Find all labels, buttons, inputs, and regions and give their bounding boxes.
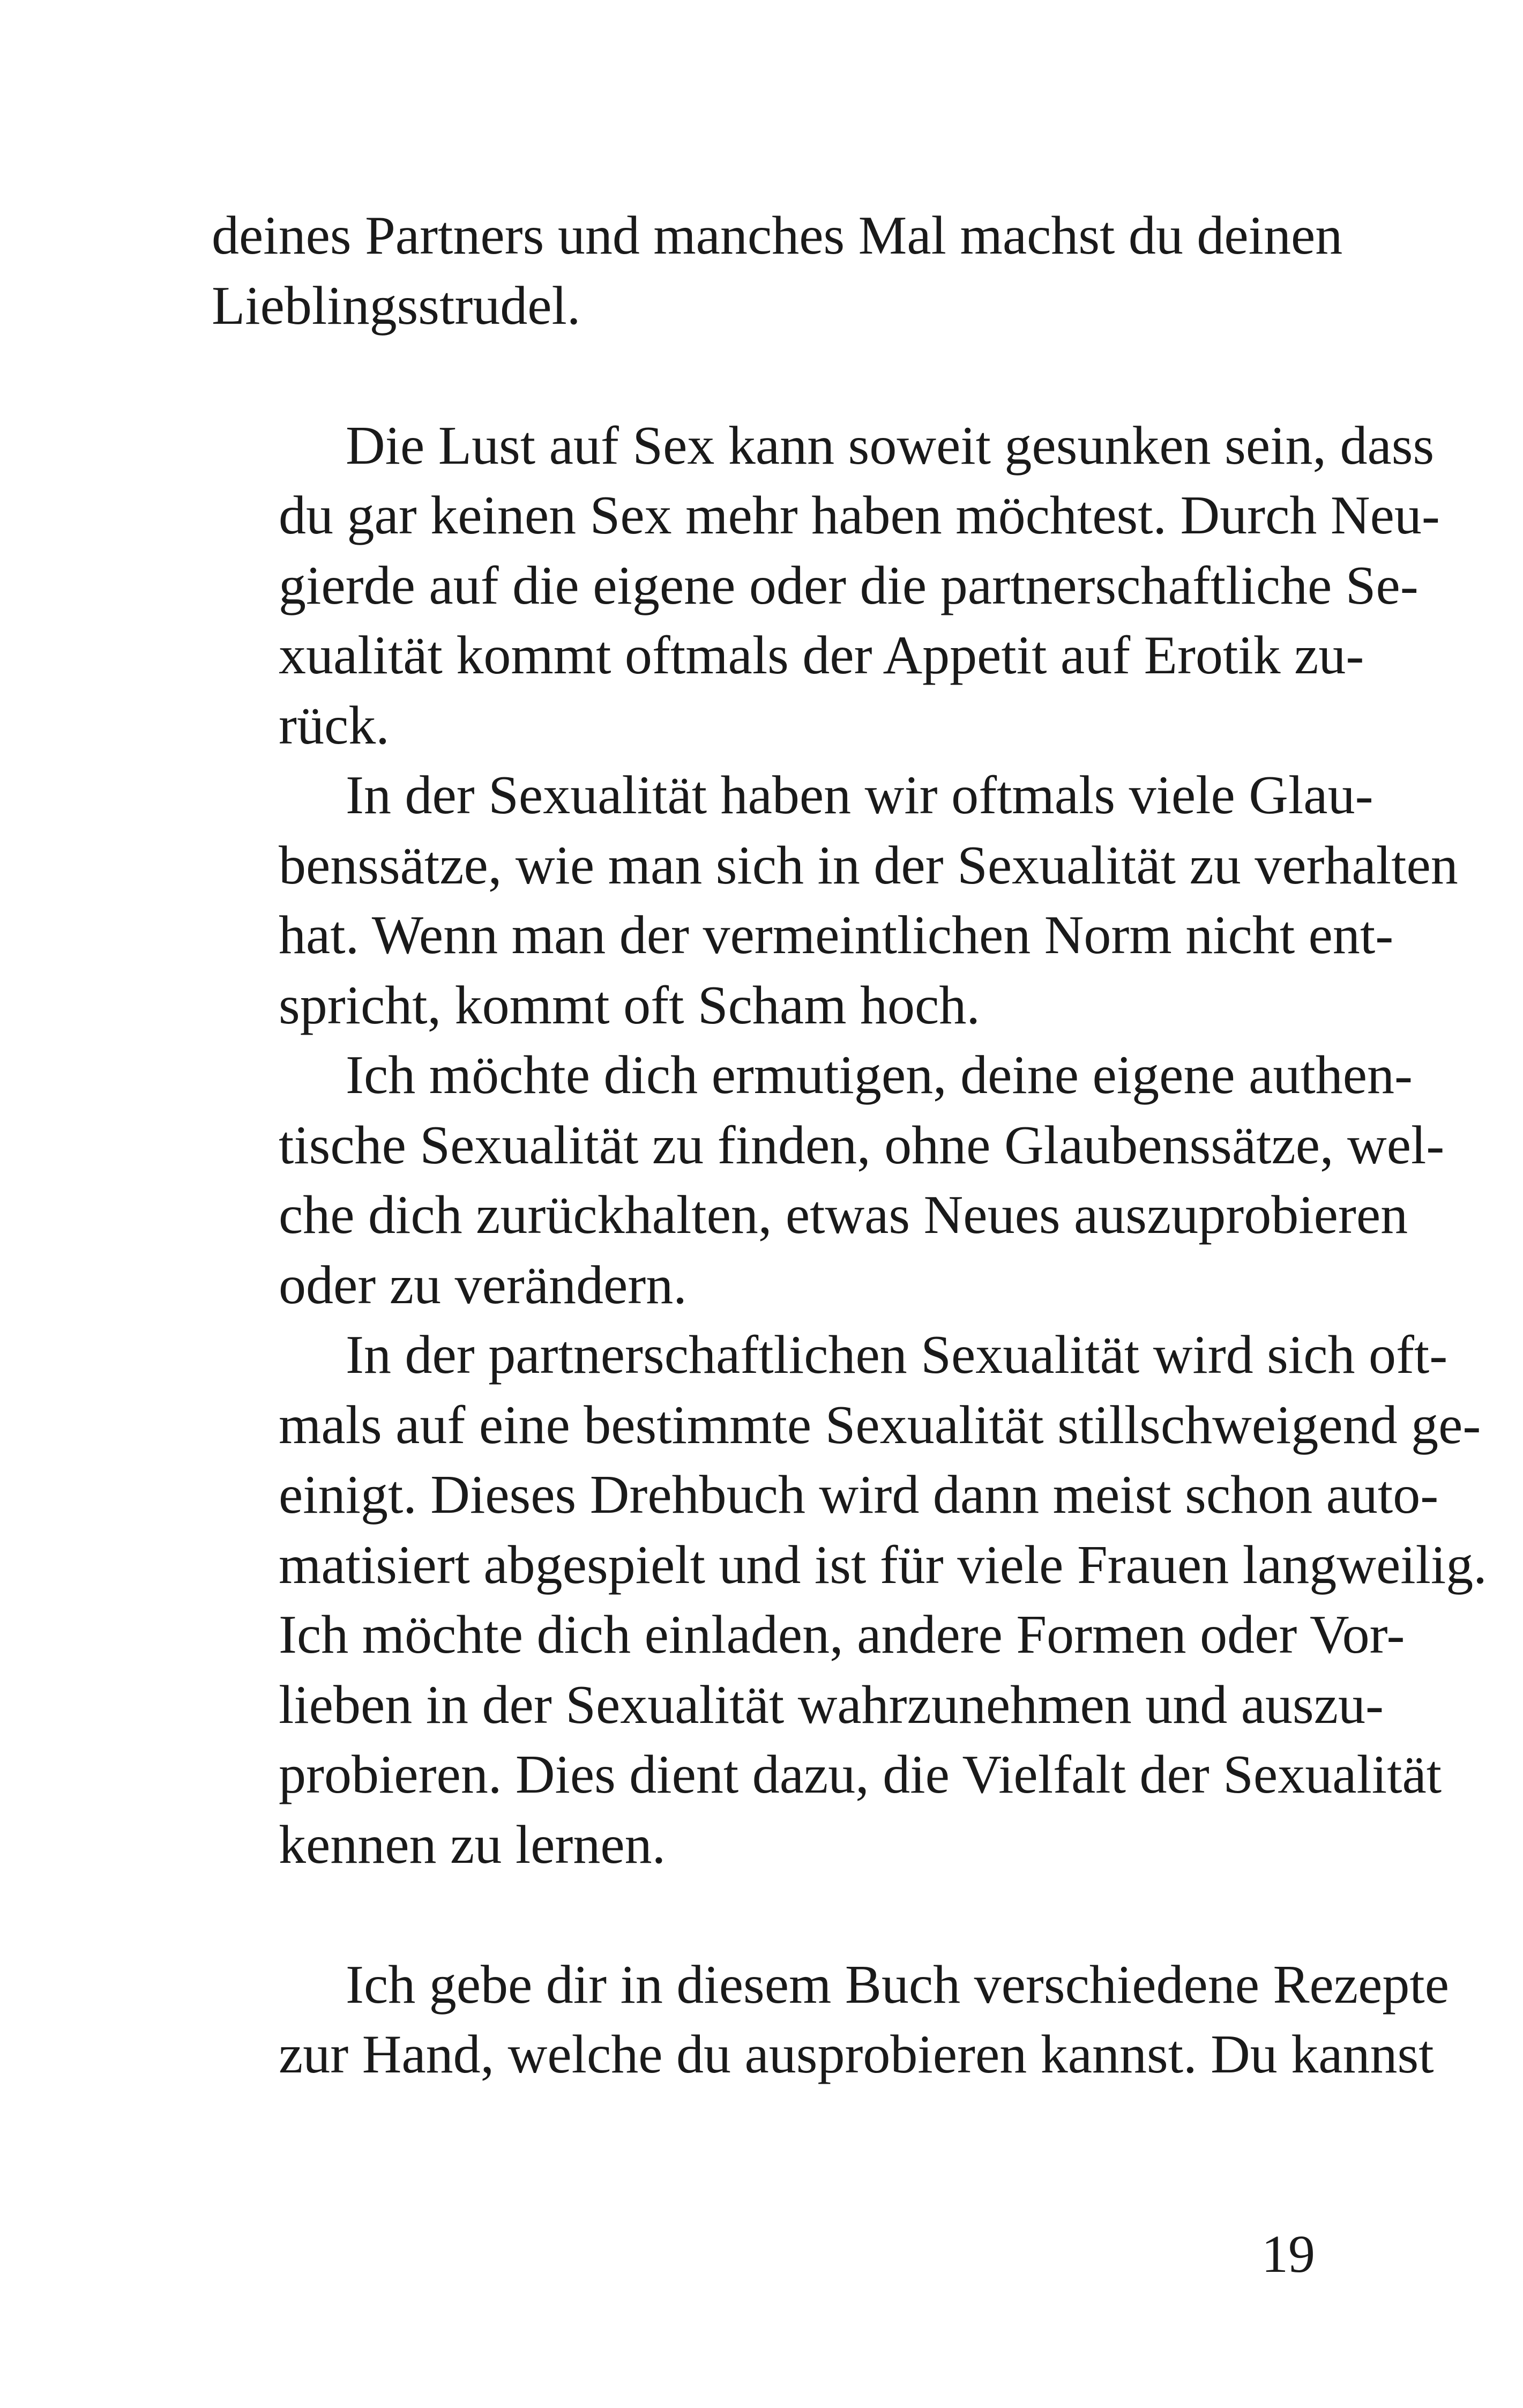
text-line: hat. Wenn man der vermeintlichen Norm nicht ent- [279,905,1394,965]
paragraph [212,761,1458,1041]
text-line: spricht, kommt oft Scham hoch. [279,975,980,1036]
paragraph [212,1320,1487,1880]
text-line: che dich zurückhalten, etwas Neues auszuprobieren [279,1185,1408,1245]
paragraph [212,201,1343,341]
text-line: gierde auf die eigene oder die partnerschaftliche Se- [279,555,1419,616]
text-line: tische Sexualität zu finden, ohne Glaubenssätze, wel- [279,1114,1445,1176]
paragraph [212,1950,1449,2090]
text-line: lieben in der Sexualität wahrzunehmen und auszu- [279,1674,1384,1735]
text-line: benssätze, wie man sich in der Sexualität zu verhalten [279,835,1458,896]
text-line: deines Partners und manches Mal machst du deinen [212,205,1343,266]
page-number: 19 [1261,2224,1315,2284]
paragraph [212,1041,1445,1320]
text-line: Ich möchte dich ermutigen, deine eigene authen- [346,1045,1413,1105]
text-line: In der partnerschaftlichen Sexualität wird sich oft- [346,1325,1448,1385]
text-line: In der Sexualität haben wir oftmals viele Glau- [346,765,1373,826]
text-line: zur Hand, welche du ausprobieren kannst. Du kannst [279,2024,1434,2085]
text-line: du gar keinen Sex mehr haben möchtest. Durch Neu- [279,485,1440,546]
text-line: Ich möchte dich einladen, andere Formen oder Vor- [279,1604,1405,1665]
paragraph [212,411,1440,761]
text-line: mals auf eine bestimmte Sexualität stillschweigend ge- [279,1394,1481,1455]
text-line: Die Lust auf Sex kann soweit gesunken sein, dass [346,415,1435,476]
text-line: kennen zu lernen. [279,1814,666,1875]
text-line: rück. [279,695,390,756]
body-text [212,201,1487,2090]
text-line: einigt. Dieses Drehbuch wird dann meist schon auto- [279,1465,1439,1525]
text-line: probieren. Dies dient dazu, die Vielfalt der Sexualität [279,1744,1442,1805]
text-line: xualität kommt oftmals der Appetit auf Erotik zu- [279,625,1364,686]
text-line: Ich gebe dir in diesem Buch verschiedene Rezepte [346,1954,1449,2015]
text-line: matisiert abgespielt und ist für viele Frauen langweilig. [279,1534,1487,1595]
text-line: Lieblingsstrudel. [212,275,581,336]
text-line: oder zu verändern. [279,1254,687,1316]
